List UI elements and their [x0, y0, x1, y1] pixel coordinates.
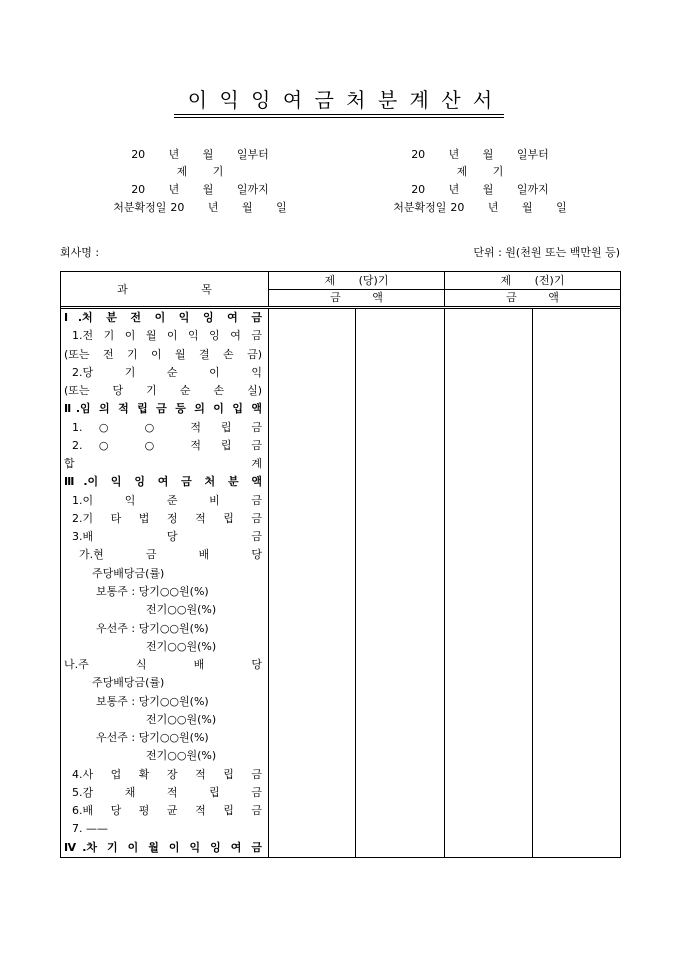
- table-row: [61, 601, 620, 619]
- current-amount-cell-left: [269, 400, 356, 418]
- current-amount-cell-left: [269, 437, 356, 455]
- row-subject: 1.이 익 준 비 금: [61, 492, 269, 510]
- row-subject: Ⅰ.처 분 전 이 익 잉 여 금: [61, 309, 269, 327]
- previous-amount-cell-right: [533, 820, 620, 838]
- previous-amount-cell-right: [533, 601, 620, 619]
- current-amount-cell-right: [356, 455, 445, 473]
- row-subject: Ⅲ.이 익 잉 여 금 처 분 액: [61, 473, 269, 491]
- previous-amount-cell-right: [533, 455, 620, 473]
- current-amount-cell-right: [356, 839, 445, 857]
- table-row: [61, 364, 620, 382]
- current-period-end: 20 년 월 일까지: [131, 183, 269, 196]
- current-amount-cell-right: [356, 327, 445, 345]
- table-row: [61, 729, 620, 747]
- current-amount-cell-right: [356, 583, 445, 601]
- previous-amount-cell-left: [445, 546, 533, 564]
- table-row: [61, 620, 620, 638]
- current-amount-cell-left: [269, 565, 356, 583]
- table-row: [61, 674, 620, 692]
- previous-amount-cell-right: [533, 546, 620, 564]
- current-amount-cell-left: [269, 583, 356, 601]
- table-row: [61, 492, 620, 510]
- row-subject: 4.사 업 확 장 적 립 금: [61, 766, 269, 784]
- row-subject: (또는 전 기 이 월 결 손 금): [61, 346, 269, 364]
- row-subject: Ⅳ.차 기 이 월 이 익 잉 여 금: [61, 839, 269, 857]
- row-subject: 6.배 당 평 균 적 립 금: [61, 802, 269, 820]
- row-subject: 주당배당금(률): [61, 674, 269, 692]
- previous-amount-cell-left: [445, 327, 533, 345]
- previous-amount-cell-right: [533, 437, 620, 455]
- table-row: [61, 510, 620, 528]
- current-amount-cell-right: [356, 510, 445, 528]
- table-row: [61, 802, 620, 820]
- table-row: [61, 437, 620, 455]
- row-subject: 2.기 타 법 정 적 립 금: [61, 510, 269, 528]
- current-amount-cell-right: [356, 473, 445, 491]
- previous-amount-cell-left: [445, 528, 533, 546]
- previous-amount-cell-left: [445, 820, 533, 838]
- current-amount-cell-left: [269, 382, 356, 400]
- current-amount-cell-left: [269, 784, 356, 802]
- previous-amount-cell-left: [445, 601, 533, 619]
- previous-amount-cell-left: [445, 419, 533, 437]
- current-amount-cell-left: [269, 546, 356, 564]
- current-amount-cell-left: [269, 747, 356, 765]
- previous-amount-cell-left: [445, 565, 533, 583]
- table-row: [61, 747, 620, 765]
- previous-amount-cell-right: [533, 583, 620, 601]
- previous-amount-cell-left: [445, 583, 533, 601]
- current-amount-cell-left: [269, 419, 356, 437]
- current-amount-cell-right: [356, 620, 445, 638]
- header-current-period: 제 (당)기: [269, 272, 444, 290]
- current-amount-cell-right: [356, 693, 445, 711]
- row-subject: 전기○○원(%): [61, 711, 269, 729]
- table-row: [61, 583, 620, 601]
- previous-amount-cell-left: [445, 674, 533, 692]
- current-amount-cell-left: [269, 656, 356, 674]
- previous-amount-cell-left: [445, 510, 533, 528]
- table-row: [61, 784, 620, 802]
- current-amount-cell-right: [356, 711, 445, 729]
- previous-amount-cell-right: [533, 565, 620, 583]
- previous-confirm-date: 20 년 월 일: [450, 201, 567, 214]
- current-amount-cell-left: [269, 620, 356, 638]
- unit-label: 단위 : 원(천원 또는 백만원 등): [473, 246, 620, 259]
- current-amount-cell-right: [356, 546, 445, 564]
- current-amount-cell-right: [356, 802, 445, 820]
- previous-amount-cell-left: [445, 656, 533, 674]
- previous-amount-cell-right: [533, 766, 620, 784]
- row-subject: 나.주 식 배 당: [61, 656, 269, 674]
- current-amount-cell-left: [269, 729, 356, 747]
- current-amount-cell-right: [356, 400, 445, 418]
- previous-amount-cell-left: [445, 364, 533, 382]
- previous-amount-cell-left: [445, 638, 533, 656]
- row-subject: 가.현 금 배 당: [61, 546, 269, 564]
- previous-period-term: 제 기: [456, 165, 504, 178]
- previous-amount-cell-left: [445, 620, 533, 638]
- current-amount-cell-right: [356, 747, 445, 765]
- current-amount-cell-left: [269, 364, 356, 382]
- current-amount-cell-left: [269, 693, 356, 711]
- current-confirm-date: 20 년 월 일: [170, 201, 287, 214]
- previous-amount-cell-right: [533, 364, 620, 382]
- previous-amount-cell-right: [533, 528, 620, 546]
- previous-amount-cell-left: [445, 346, 533, 364]
- current-amount-cell-left: [269, 510, 356, 528]
- current-amount-cell-right: [356, 601, 445, 619]
- current-amount-cell-right: [356, 346, 445, 364]
- table-header: [61, 272, 620, 309]
- previous-confirm-label: 처분확정일: [393, 201, 447, 214]
- previous-amount-cell-right: [533, 382, 620, 400]
- current-amount-cell-right: [356, 382, 445, 400]
- current-amount-cell-right: [356, 492, 445, 510]
- appropriation-table: [60, 271, 621, 858]
- previous-amount-cell-right: [533, 802, 620, 820]
- table-row: [61, 346, 620, 364]
- table-row: [61, 546, 620, 564]
- current-amount-cell-right: [356, 437, 445, 455]
- previous-amount-cell-right: [533, 492, 620, 510]
- row-subject: 1.전 기 이 월 이 익 잉 여 금: [61, 327, 269, 345]
- current-amount-cell-left: [269, 327, 356, 345]
- company-name-label: 회사명 :: [60, 246, 100, 259]
- row-subject: 보통주 : 당기○○원(%): [61, 693, 269, 711]
- row-subject: 주당배당금(률): [61, 565, 269, 583]
- previous-amount-cell-left: [445, 437, 533, 455]
- current-amount-cell-right: [356, 528, 445, 546]
- row-subject: 2.당 기 순 이 익: [61, 364, 269, 382]
- title-double-underline: [174, 114, 504, 118]
- previous-amount-cell-right: [533, 620, 620, 638]
- current-amount-cell-left: [269, 455, 356, 473]
- previous-amount-cell-left: [445, 766, 533, 784]
- previous-amount-cell-right: [533, 346, 620, 364]
- current-amount-cell-left: [269, 528, 356, 546]
- table-row: [61, 693, 620, 711]
- row-subject: 우선주 : 당기○○원(%): [61, 729, 269, 747]
- row-subject: 우선주 : 당기○○원(%): [61, 620, 269, 638]
- previous-amount-cell-right: [533, 510, 620, 528]
- previous-amount-cell-right: [533, 638, 620, 656]
- current-amount-cell-right: [356, 565, 445, 583]
- row-subject: 전기○○원(%): [61, 638, 269, 656]
- table-row: [61, 820, 620, 838]
- previous-amount-cell-right: [533, 839, 620, 857]
- previous-period-start: 20 년 월 일부터: [411, 148, 549, 161]
- document-title: 이 익 잉 여 금 처 분 계 산 서: [187, 88, 493, 112]
- previous-amount-cell-right: [533, 656, 620, 674]
- header-previous-amount: 금 액: [506, 291, 559, 304]
- table-row: [61, 400, 620, 418]
- current-amount-cell-left: [269, 492, 356, 510]
- previous-amount-cell-right: [533, 419, 620, 437]
- table-row: [61, 638, 620, 656]
- previous-amount-cell-left: [445, 711, 533, 729]
- row-subject: 전기○○원(%): [61, 601, 269, 619]
- header-subject: 과 목: [61, 272, 269, 306]
- previous-amount-cell-left: [445, 693, 533, 711]
- table-row: [61, 839, 620, 857]
- previous-confirm-line: [350, 201, 610, 215]
- previous-amount-cell-right: [533, 729, 620, 747]
- previous-amount-cell-right: [533, 711, 620, 729]
- current-amount-cell-left: [269, 711, 356, 729]
- table-row: [61, 565, 620, 583]
- previous-amount-cell-right: [533, 747, 620, 765]
- current-period-term: 제 기: [176, 165, 224, 178]
- table-row: [61, 656, 620, 674]
- row-subject: Ⅱ.임 의 적 립 금 등 의 이 입 액: [61, 400, 269, 418]
- previous-amount-cell-right: [533, 674, 620, 692]
- previous-amount-cell-right: [533, 784, 620, 802]
- table-body: [61, 309, 620, 857]
- previous-amount-cell-left: [445, 309, 533, 327]
- row-subject: 3.배 당 금: [61, 528, 269, 546]
- previous-amount-cell-left: [445, 729, 533, 747]
- previous-amount-cell-left: [445, 473, 533, 491]
- row-subject: 2.○ ○ 적 립 금: [61, 437, 269, 455]
- row-subject: (또는 당 기 순 손 실): [61, 382, 269, 400]
- previous-amount-cell-left: [445, 839, 533, 857]
- table-row: [61, 382, 620, 400]
- table-row: [61, 528, 620, 546]
- current-amount-cell-right: [356, 419, 445, 437]
- row-subject: 5.감 채 적 립 금: [61, 784, 269, 802]
- previous-amount-cell-right: [533, 309, 620, 327]
- header-current-group: [269, 272, 445, 306]
- previous-amount-cell-right: [533, 400, 620, 418]
- current-amount-cell-right: [356, 729, 445, 747]
- previous-amount-cell-left: [445, 382, 533, 400]
- current-amount-cell-left: [269, 309, 356, 327]
- table-row: [61, 711, 620, 729]
- current-confirm-label: 처분확정일: [113, 201, 167, 214]
- table-row: [61, 327, 620, 345]
- previous-amount-cell-left: [445, 400, 533, 418]
- current-amount-cell-right: [356, 656, 445, 674]
- table-row: [61, 473, 620, 491]
- previous-amount-cell-right: [533, 693, 620, 711]
- current-amount-cell-right: [356, 674, 445, 692]
- previous-amount-cell-right: [533, 327, 620, 345]
- current-amount-cell-right: [356, 820, 445, 838]
- current-amount-cell-right: [356, 309, 445, 327]
- current-amount-cell-left: [269, 638, 356, 656]
- current-confirm-line: [70, 201, 330, 215]
- current-amount-cell-left: [269, 802, 356, 820]
- current-amount-cell-right: [356, 638, 445, 656]
- current-amount-cell-left: [269, 674, 356, 692]
- row-subject: 1.○ ○ 적 립 금: [61, 419, 269, 437]
- previous-amount-cell-right: [533, 473, 620, 491]
- current-amount-cell-left: [269, 601, 356, 619]
- table-row: [61, 309, 620, 327]
- current-amount-cell-left: [269, 346, 356, 364]
- row-subject: 전기○○원(%): [61, 747, 269, 765]
- current-amount-cell-left: [269, 839, 356, 857]
- current-period-start: 20 년 월 일부터: [131, 148, 269, 161]
- previous-amount-cell-left: [445, 492, 533, 510]
- header-current-amount: 금 액: [330, 291, 383, 304]
- table-row: [61, 419, 620, 437]
- row-subject: 7. ——: [61, 820, 269, 838]
- table-row: [61, 766, 620, 784]
- header-previous-group: [445, 272, 620, 306]
- previous-amount-cell-left: [445, 747, 533, 765]
- current-amount-cell-right: [356, 364, 445, 382]
- current-amount-cell-right: [356, 766, 445, 784]
- header-previous-period: 제 (전)기: [445, 272, 620, 290]
- current-amount-cell-left: [269, 820, 356, 838]
- previous-amount-cell-left: [445, 784, 533, 802]
- previous-period-end: 20 년 월 일까지: [411, 183, 549, 196]
- row-subject: 보통주 : 당기○○원(%): [61, 583, 269, 601]
- table-row: [61, 455, 620, 473]
- current-amount-cell-left: [269, 766, 356, 784]
- previous-amount-cell-left: [445, 455, 533, 473]
- current-amount-cell-left: [269, 473, 356, 491]
- previous-amount-cell-left: [445, 802, 533, 820]
- row-subject: 합 계: [61, 455, 269, 473]
- current-amount-cell-right: [356, 784, 445, 802]
